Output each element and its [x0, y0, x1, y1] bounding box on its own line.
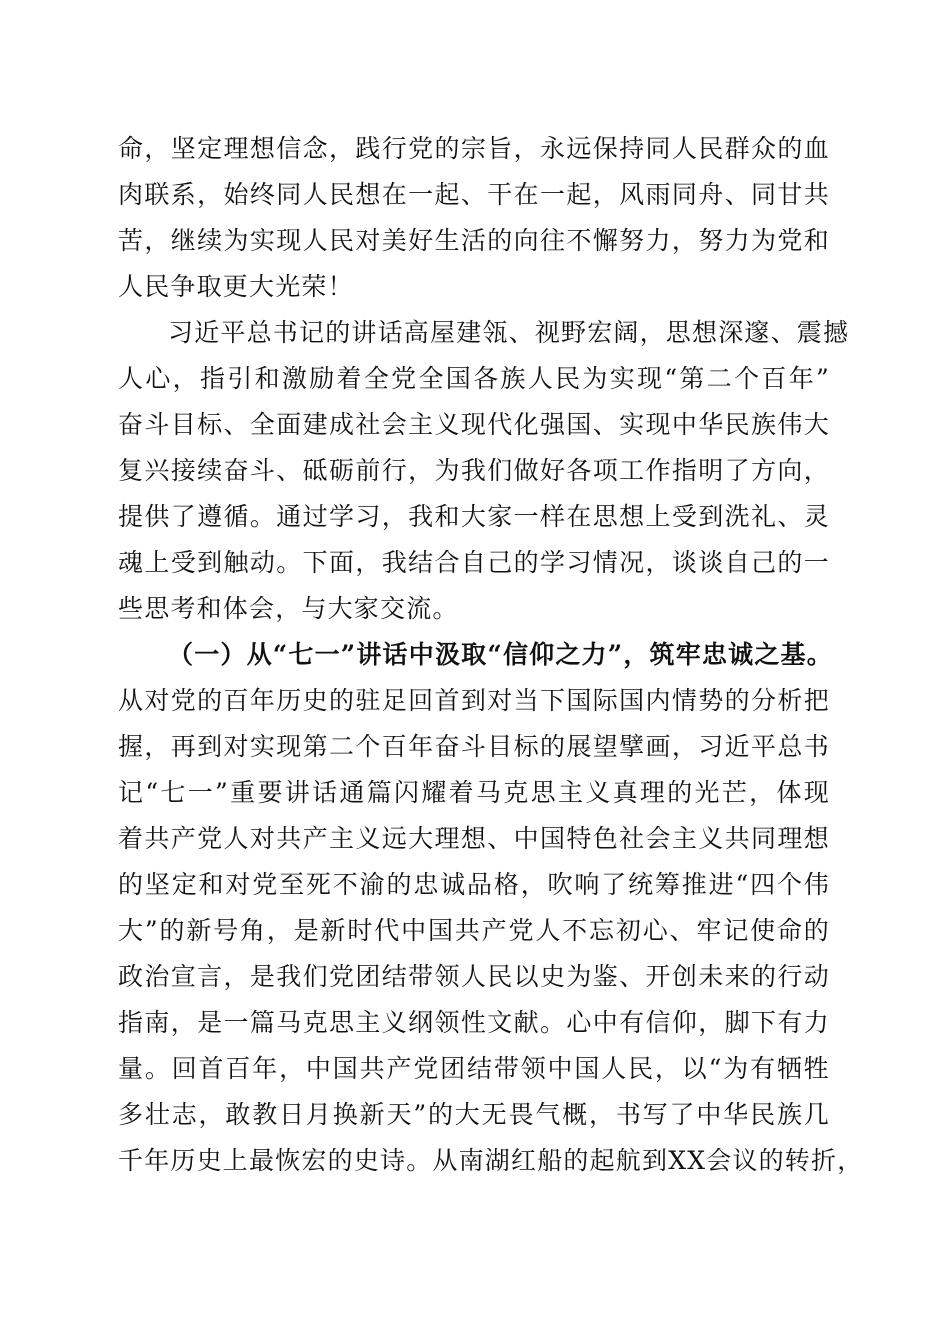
text-line: 多壮志，敢教日月换新天”的大无畏气概，书写了中华民族几 [118, 1100, 830, 1129]
text-line: 政治宣言，是我们党团结带领人民以史为鉴、开创未来的行动 [118, 962, 830, 991]
paragraph-1 [118, 126, 830, 310]
text-line: 肉联系，始终同人民想在一起、干在一起，风雨同舟、同甘共 [118, 180, 830, 209]
text-line: 苦，继续为实现人民对美好生活的向往不懈努力，努力为党和 [118, 226, 830, 255]
text-line: 的坚定和对党至死不渝的忠诚品格，吹响了统筹推进“四个伟 [118, 870, 830, 899]
text-line: 人民争取更大光荣！ [118, 272, 354, 301]
text-line: 复兴接续奋斗、砥砺前行，为我们做好各项工作指明了方向， [118, 456, 830, 485]
text-line: 着共产党人对共产主义远大理想、中国特色社会主义共同理想 [118, 824, 830, 853]
text-line: 人心，指引和激励着全党全国各族人民为实现“第二个百年” [118, 364, 830, 393]
text-line: 习近平总书记的讲话高屋建瓴、视野宏阔，思想深邃、震撼 [168, 318, 850, 347]
text-line: 提供了遵循。通过学习，我和大家一样在思想上受到洗礼、灵 [118, 502, 830, 531]
text-line: 指南，是一篇马克思主义纲领性文献。心中有信仰，脚下有力 [118, 1008, 830, 1037]
text-line: 从对党的百年历史的驻足回首到对当下国际国内情势的分析把 [118, 686, 830, 715]
text-line: 魂上受到触动。下面，我结合自己的学习情况，谈谈自己的一 [118, 548, 830, 577]
text-line: 大”的新号角，是新时代中国共产党人不忘初心、牢记使命的 [118, 916, 830, 945]
text-line: 奋斗目标、全面建成社会主义现代化强国、实现中华民族伟大 [118, 410, 830, 439]
text-line: 些思考和体会，与大家交流。 [118, 594, 459, 623]
paragraph-2 [118, 310, 850, 632]
paragraph-3 [118, 632, 864, 1184]
text-line: 记“七一”重要讲话通篇闪耀着马克思主义真理的光芒，体现 [118, 778, 830, 807]
body-text [118, 126, 864, 1184]
text-line: 握，再到对实现第二个百年奋斗目标的展望擘画，习近平总书 [118, 732, 830, 761]
text-line: 量。回首百年，中国共产党团结带领中国人民，以“为有牺牲 [118, 1054, 830, 1083]
section-heading: （一）从“七一”讲话中汲取“信仰之力”，筑牢忠诚之基。 [168, 640, 833, 669]
text-line: 命，坚定理想信念，践行党的宗旨，永远保持同人民群众的血 [118, 134, 830, 163]
text-line: 千年历史上最恢宏的史诗。从南湖红船的起航到XX会议的转折， [118, 1146, 864, 1175]
